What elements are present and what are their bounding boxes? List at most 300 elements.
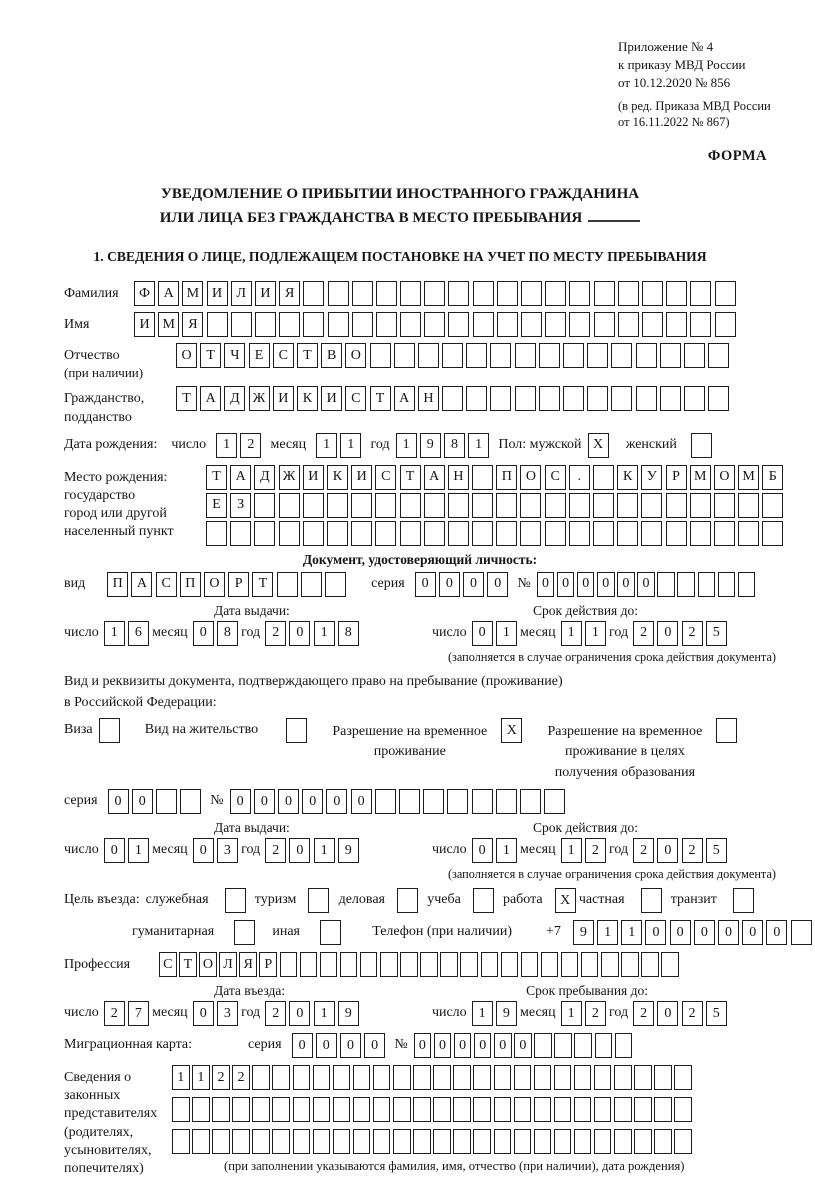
permit-issue-day-cell[interactable]: 1 <box>128 838 149 863</box>
given-name-cell[interactable] <box>424 312 445 337</box>
profession-cell[interactable] <box>581 952 599 977</box>
migcard-series-cell[interactable]: 0 <box>292 1033 313 1058</box>
doc-issue-day-cell[interactable]: 6 <box>128 621 149 646</box>
legal-rep-cell[interactable] <box>453 1129 471 1154</box>
citizenship-cell[interactable]: Ж <box>249 386 270 411</box>
permit-expiry-day-cells[interactable] <box>472 838 520 866</box>
permit-number-cell[interactable]: 0 <box>351 789 372 814</box>
doc-number-cell[interactable] <box>657 572 675 597</box>
birthplace-cell[interactable] <box>400 493 421 518</box>
legal-rep-cell[interactable] <box>192 1097 210 1122</box>
purpose-other-checkbox[interactable] <box>320 920 341 945</box>
legal-rep-cell[interactable] <box>393 1129 411 1154</box>
given-name-cell[interactable] <box>473 312 494 337</box>
permit-issue-year-cell[interactable]: 9 <box>338 838 359 863</box>
migcard-number-cell[interactable]: 0 <box>434 1033 452 1058</box>
given-name-cell[interactable] <box>279 312 300 337</box>
purpose-private-checkbox[interactable] <box>641 888 662 913</box>
migcard-number-cell[interactable]: 0 <box>514 1033 532 1058</box>
given-name-cell[interactable] <box>666 312 687 337</box>
legal-rep-cell[interactable] <box>413 1065 431 1090</box>
doc-expiry-year-cell[interactable]: 0 <box>657 621 678 646</box>
purpose-official-checkbox[interactable] <box>225 888 246 913</box>
patronymic-cells[interactable] <box>176 343 732 371</box>
doc-number-cell[interactable]: 0 <box>557 572 575 597</box>
legal-rep-cell[interactable] <box>293 1065 311 1090</box>
legal-rep-cell[interactable] <box>373 1097 391 1122</box>
doc-type-cell[interactable] <box>277 572 298 597</box>
purpose-work-checkbox[interactable]: X <box>555 888 576 913</box>
birthplace-cell[interactable] <box>448 521 469 546</box>
profession-cell[interactable] <box>380 952 398 977</box>
given-name-cell[interactable]: Я <box>182 312 203 337</box>
birthplace-cell[interactable] <box>279 493 300 518</box>
birthplace-cell[interactable] <box>545 493 566 518</box>
birthplace-cell[interactable] <box>593 493 614 518</box>
purpose-study-checkbox[interactable] <box>473 888 497 916</box>
permit-expiry-year-cell[interactable]: 2 <box>633 838 654 863</box>
permit-number-cells[interactable] <box>230 789 569 817</box>
doc-issue-day-cells[interactable] <box>104 621 152 649</box>
legal-rep-cell[interactable] <box>594 1065 612 1090</box>
doc-expiry-year-cell[interactable]: 2 <box>682 621 703 646</box>
legal-rep-cell[interactable] <box>272 1097 290 1122</box>
profession-cell[interactable] <box>561 952 579 977</box>
migcard-number-cells[interactable] <box>414 1033 635 1061</box>
birthplace-cell[interactable] <box>496 493 517 518</box>
birthplace-cell[interactable]: М <box>738 465 759 490</box>
citizenship-cell[interactable] <box>587 386 608 411</box>
doc-type-cell[interactable]: П <box>180 572 201 597</box>
given-name-cell[interactable] <box>521 312 542 337</box>
surname-cell[interactable] <box>400 281 421 306</box>
doc-number-cell[interactable]: 0 <box>637 572 655 597</box>
legal-rep-cell[interactable] <box>594 1129 612 1154</box>
doc-issue-year-cell[interactable]: 1 <box>314 621 335 646</box>
surname-cell[interactable] <box>473 281 494 306</box>
legal-rep-cell[interactable] <box>574 1129 592 1154</box>
citizenship-cell[interactable]: А <box>394 386 415 411</box>
birthplace-cell[interactable] <box>424 493 445 518</box>
temp-residence-edu-checkbox[interactable] <box>716 718 740 746</box>
profession-cell[interactable] <box>280 952 298 977</box>
given-name-cell[interactable] <box>594 312 615 337</box>
given-name-cell[interactable] <box>352 312 373 337</box>
permit-issue-year-cells[interactable] <box>265 838 362 866</box>
stay-day-cells[interactable] <box>472 1001 520 1029</box>
legal-rep-cell[interactable] <box>313 1129 331 1154</box>
stay-year-cells[interactable] <box>633 1001 730 1029</box>
surname-cell[interactable]: Я <box>279 281 300 306</box>
birthplace-cell[interactable] <box>666 521 687 546</box>
migcard-number-cell[interactable]: 0 <box>414 1033 432 1058</box>
phone-cell[interactable]: 1 <box>621 920 642 945</box>
legal-rep-cell[interactable] <box>272 1065 290 1090</box>
birthplace-cell[interactable] <box>472 521 493 546</box>
patronymic-cell[interactable] <box>563 343 584 368</box>
doc-expiry-month-cells[interactable] <box>561 621 609 649</box>
profession-cell[interactable] <box>521 952 539 977</box>
permit-issue-month-cells[interactable] <box>193 838 241 866</box>
permit-number-cell[interactable]: 0 <box>326 789 347 814</box>
given-name-cell[interactable] <box>328 312 349 337</box>
legal-rep-cell[interactable] <box>494 1129 512 1154</box>
surname-cell[interactable] <box>424 281 445 306</box>
citizenship-cell[interactable] <box>466 386 487 411</box>
permit-number-cell[interactable] <box>447 789 468 814</box>
given-name-cell[interactable] <box>618 312 639 337</box>
permit-issue-year-cell[interactable]: 1 <box>314 838 335 863</box>
surname-cell[interactable] <box>303 281 324 306</box>
citizenship-cell[interactable]: Т <box>370 386 391 411</box>
female-checkbox[interactable] <box>691 433 712 458</box>
birthplace-cell[interactable] <box>690 521 711 546</box>
female-checkbox[interactable] <box>691 433 715 461</box>
birthplace-cell[interactable]: К <box>617 465 638 490</box>
permit-expiry-year-cell[interactable]: 0 <box>657 838 678 863</box>
legal-rep-cell[interactable] <box>393 1065 411 1090</box>
temp-residence-checkbox[interactable]: X <box>501 718 522 743</box>
permit-number-cell[interactable] <box>520 789 541 814</box>
doc-issue-month-cell[interactable]: 8 <box>217 621 238 646</box>
birthplace-cell[interactable] <box>569 521 590 546</box>
birthplace-cell[interactable]: Т <box>206 465 227 490</box>
given-name-cell[interactable] <box>642 312 663 337</box>
birthplace-cell[interactable] <box>327 493 348 518</box>
patronymic-cell[interactable] <box>515 343 536 368</box>
birth-month-cells[interactable] <box>316 433 364 461</box>
stay-month-cell[interactable]: 2 <box>585 1001 606 1026</box>
phone-cells[interactable] <box>573 920 815 948</box>
citizenship-cell[interactable]: С <box>345 386 366 411</box>
given-name-cell[interactable] <box>255 312 276 337</box>
birthplace-cell[interactable] <box>351 521 372 546</box>
migcard-number-cell[interactable]: 0 <box>474 1033 492 1058</box>
legal-rep-cell[interactable] <box>674 1129 692 1154</box>
permit-series-cell[interactable] <box>180 789 201 814</box>
purpose-tourism-checkbox[interactable] <box>308 888 332 916</box>
doc-issue-month-cell[interactable]: 0 <box>193 621 214 646</box>
legal-rep-cell[interactable] <box>393 1097 411 1122</box>
legal-rep-cell[interactable] <box>594 1097 612 1122</box>
profession-cell[interactable] <box>621 952 639 977</box>
legal-rep-cell[interactable] <box>272 1129 290 1154</box>
legal-rep-cell[interactable] <box>654 1097 672 1122</box>
doc-expiry-year-cell[interactable]: 5 <box>706 621 727 646</box>
birthplace-cell[interactable] <box>472 493 493 518</box>
birthplace-cell[interactable] <box>593 521 614 546</box>
patronymic-cell[interactable] <box>370 343 391 368</box>
permit-issue-day-cells[interactable] <box>104 838 152 866</box>
citizenship-cell[interactable] <box>684 386 705 411</box>
surname-cell[interactable] <box>666 281 687 306</box>
surname-cell[interactable] <box>690 281 711 306</box>
permit-series-cell[interactable] <box>156 789 177 814</box>
patronymic-cell[interactable]: Ч <box>224 343 245 368</box>
purpose-official-checkbox[interactable] <box>225 888 249 916</box>
given-name-cell[interactable] <box>448 312 469 337</box>
citizenship-cell[interactable] <box>539 386 560 411</box>
doc-series-cells[interactable] <box>415 572 512 600</box>
legal-rep-cell[interactable] <box>514 1097 532 1122</box>
legal-rep-cell[interactable] <box>614 1065 632 1090</box>
permit-expiry-year-cell[interactable]: 5 <box>706 838 727 863</box>
surname-cell[interactable] <box>328 281 349 306</box>
given-name-cell[interactable] <box>545 312 566 337</box>
doc-type-cell[interactable]: П <box>107 572 128 597</box>
given-name-cell[interactable] <box>303 312 324 337</box>
doc-number-cell[interactable] <box>677 572 695 597</box>
profession-cell[interactable]: О <box>199 952 217 977</box>
patronymic-cell[interactable] <box>442 343 463 368</box>
birthplace-cell[interactable] <box>448 493 469 518</box>
citizenship-cell[interactable]: А <box>200 386 221 411</box>
legal-rep-cell[interactable]: 1 <box>172 1065 190 1090</box>
birthplace-cell[interactable]: Д <box>254 465 275 490</box>
legal-rep-cell[interactable] <box>212 1129 230 1154</box>
legal-rep-cell[interactable] <box>232 1129 250 1154</box>
doc-issue-year-cells[interactable] <box>265 621 362 649</box>
permit-number-cell[interactable] <box>472 789 493 814</box>
legal-rep-cell[interactable] <box>494 1097 512 1122</box>
phone-cell[interactable]: 0 <box>742 920 763 945</box>
doc-issue-year-cell[interactable]: 0 <box>289 621 310 646</box>
migcard-number-cell[interactable] <box>574 1033 592 1058</box>
migcard-number-cell[interactable] <box>615 1033 633 1058</box>
birthplace-cell[interactable] <box>254 521 275 546</box>
birthplace-cell[interactable]: К <box>327 465 348 490</box>
legal-rep-cell[interactable]: 2 <box>232 1065 250 1090</box>
birthplace-cell[interactable] <box>351 493 372 518</box>
birthplace-cell[interactable] <box>762 521 783 546</box>
entry-month-cell[interactable]: 3 <box>217 1001 238 1026</box>
legal-rep-cell[interactable] <box>453 1065 471 1090</box>
doc-type-cell[interactable]: С <box>156 572 177 597</box>
birthplace-cell[interactable]: З <box>230 493 251 518</box>
birthplace-cell[interactable] <box>569 493 590 518</box>
birthplace-cell[interactable]: . <box>569 465 590 490</box>
surname-cell[interactable] <box>545 281 566 306</box>
legal-rep-cell[interactable] <box>373 1129 391 1154</box>
birth-month-cell[interactable]: 1 <box>316 433 337 458</box>
birthplace-cell[interactable]: А <box>230 465 251 490</box>
doc-issue-month-cells[interactable] <box>193 621 241 649</box>
permit-issue-month-cell[interactable]: 0 <box>193 838 214 863</box>
birthplace-cell[interactable] <box>714 521 735 546</box>
male-checkbox[interactable]: X <box>588 433 609 458</box>
entry-month-cell[interactable]: 0 <box>193 1001 214 1026</box>
phone-cell[interactable]: 1 <box>597 920 618 945</box>
doc-number-cell[interactable]: 0 <box>537 572 555 597</box>
legal-rep-cell[interactable] <box>232 1097 250 1122</box>
legal-rep-cell[interactable] <box>433 1097 451 1122</box>
birthplace-cell[interactable]: У <box>641 465 662 490</box>
legal-rep-cell[interactable] <box>614 1129 632 1154</box>
patronymic-cell[interactable] <box>394 343 415 368</box>
purpose-private-checkbox[interactable] <box>641 888 665 916</box>
profession-cell[interactable] <box>641 952 659 977</box>
permit-expiry-year-cells[interactable] <box>633 838 730 866</box>
legal-rep-cell[interactable] <box>293 1129 311 1154</box>
given-name-cell[interactable] <box>400 312 421 337</box>
doc-number-cell[interactable]: 0 <box>577 572 595 597</box>
birthplace-cell[interactable] <box>666 493 687 518</box>
doc-issue-year-cell[interactable]: 8 <box>338 621 359 646</box>
permit-expiry-day-cell[interactable]: 0 <box>472 838 493 863</box>
temp-residence-edu-checkbox[interactable] <box>716 718 737 743</box>
legal-rep-cell[interactable] <box>614 1097 632 1122</box>
given-name-cell[interactable] <box>715 312 736 337</box>
birthplace-cell[interactable] <box>545 521 566 546</box>
legal-rep-cell[interactable] <box>313 1065 331 1090</box>
stay-year-cell[interactable]: 0 <box>657 1001 678 1026</box>
profession-cell[interactable] <box>360 952 378 977</box>
doc-type-cell[interactable]: Т <box>252 572 273 597</box>
birth-day-cell[interactable]: 2 <box>240 433 261 458</box>
legal-rep-cell[interactable] <box>373 1065 391 1090</box>
purpose-business-checkbox[interactable] <box>397 888 418 913</box>
stay-year-cell[interactable]: 2 <box>682 1001 703 1026</box>
surname-cell[interactable] <box>642 281 663 306</box>
birthplace-cell[interactable]: О <box>520 465 541 490</box>
citizenship-cell[interactable] <box>515 386 536 411</box>
given-name-cells[interactable] <box>134 312 739 340</box>
permit-issue-month-cell[interactable]: 3 <box>217 838 238 863</box>
birthplace-cell[interactable] <box>641 521 662 546</box>
given-name-cell[interactable] <box>231 312 252 337</box>
permit-issue-day-cell[interactable]: 0 <box>104 838 125 863</box>
migcard-number-cell[interactable]: 0 <box>454 1033 472 1058</box>
profession-cell[interactable] <box>400 952 418 977</box>
citizenship-cell[interactable]: Н <box>418 386 439 411</box>
permit-number-cell[interactable]: 0 <box>302 789 323 814</box>
surname-cell[interactable] <box>569 281 590 306</box>
doc-expiry-year-cell[interactable]: 2 <box>633 621 654 646</box>
legal-rep-cell[interactable] <box>554 1097 572 1122</box>
temp-residence-checkbox[interactable] <box>501 718 525 746</box>
stay-year-cell[interactable]: 5 <box>706 1001 727 1026</box>
birthplace-cell[interactable]: М <box>690 465 711 490</box>
legal-rep-cell[interactable] <box>494 1065 512 1090</box>
permit-series-cells[interactable] <box>108 789 205 817</box>
permit-expiry-day-cell[interactable]: 1 <box>496 838 517 863</box>
birthplace-cell[interactable]: Б <box>762 465 783 490</box>
birthplace-cell[interactable]: И <box>303 465 324 490</box>
visa-checkbox[interactable] <box>99 718 120 743</box>
birthplace-cell[interactable] <box>762 493 783 518</box>
doc-series-cell[interactable]: 0 <box>487 572 508 597</box>
birthplace-cell[interactable] <box>617 521 638 546</box>
birthplace-cell[interactable] <box>593 465 614 490</box>
birth-year-cells[interactable] <box>396 433 493 461</box>
citizenship-cell[interactable] <box>708 386 729 411</box>
entry-year-cell[interactable]: 1 <box>314 1001 335 1026</box>
doc-issue-year-cell[interactable]: 2 <box>265 621 286 646</box>
legal-rep-cells-line2[interactable] <box>172 1097 694 1125</box>
legal-rep-cell[interactable] <box>674 1065 692 1090</box>
birthplace-cell[interactable] <box>690 493 711 518</box>
birthplace-cell[interactable] <box>641 493 662 518</box>
permit-issue-year-cell[interactable]: 2 <box>265 838 286 863</box>
purpose-other-checkbox[interactable] <box>320 920 344 948</box>
profession-cell[interactable] <box>420 952 438 977</box>
birthplace-cell[interactable]: Т <box>400 465 421 490</box>
entry-year-cell[interactable]: 2 <box>265 1001 286 1026</box>
birthplace-cell[interactable] <box>400 521 421 546</box>
citizenship-cell[interactable]: И <box>321 386 342 411</box>
birthplace-cell[interactable] <box>230 521 251 546</box>
birth-year-cell[interactable]: 9 <box>420 433 441 458</box>
legal-rep-cell[interactable] <box>534 1129 552 1154</box>
surname-cell[interactable] <box>618 281 639 306</box>
surname-cell[interactable]: А <box>158 281 179 306</box>
surname-cell[interactable] <box>352 281 373 306</box>
given-name-cell[interactable]: М <box>158 312 179 337</box>
patronymic-cell[interactable]: О <box>345 343 366 368</box>
citizenship-cell[interactable] <box>636 386 657 411</box>
legal-rep-cell[interactable] <box>333 1129 351 1154</box>
permit-number-cell[interactable] <box>375 789 396 814</box>
residence-permit-checkbox[interactable] <box>286 718 310 746</box>
birthplace-cell[interactable]: О <box>714 465 735 490</box>
legal-rep-cell[interactable] <box>172 1097 190 1122</box>
phone-cell[interactable] <box>791 920 812 945</box>
migcard-number-cell[interactable] <box>595 1033 613 1058</box>
patronymic-cell[interactable] <box>490 343 511 368</box>
legal-rep-cell[interactable] <box>413 1129 431 1154</box>
doc-expiry-month-cell[interactable]: 1 <box>561 621 582 646</box>
legal-rep-cell[interactable] <box>333 1097 351 1122</box>
birthplace-cell[interactable] <box>303 521 324 546</box>
patronymic-cell[interactable] <box>684 343 705 368</box>
doc-issue-day-cell[interactable]: 1 <box>104 621 125 646</box>
legal-rep-cell[interactable] <box>634 1097 652 1122</box>
legal-rep-cell[interactable] <box>634 1065 652 1090</box>
legal-rep-cell[interactable] <box>514 1129 532 1154</box>
doc-expiry-day-cell[interactable]: 0 <box>472 621 493 646</box>
doc-number-cell[interactable] <box>698 572 716 597</box>
profession-cell[interactable]: Р <box>259 952 277 977</box>
legal-rep-cell[interactable] <box>574 1097 592 1122</box>
birthplace-cell[interactable]: С <box>545 465 566 490</box>
migcard-series-cells[interactable] <box>292 1033 389 1061</box>
birth-month-cell[interactable]: 1 <box>340 433 361 458</box>
permit-number-cell[interactable] <box>399 789 420 814</box>
patronymic-cell[interactable]: В <box>321 343 342 368</box>
citizenship-cell[interactable] <box>442 386 463 411</box>
surname-cell[interactable] <box>594 281 615 306</box>
birthplace-cell[interactable] <box>254 493 275 518</box>
surname-cell[interactable] <box>376 281 397 306</box>
profession-cell[interactable]: Я <box>239 952 257 977</box>
permit-issue-year-cell[interactable]: 0 <box>289 838 310 863</box>
given-name-cell[interactable] <box>497 312 518 337</box>
birthplace-cell[interactable]: Н <box>448 465 469 490</box>
birthplace-cell[interactable] <box>738 493 759 518</box>
legal-rep-cell[interactable] <box>172 1129 190 1154</box>
legal-rep-cell[interactable] <box>333 1065 351 1090</box>
citizenship-cell[interactable] <box>563 386 584 411</box>
birthplace-cell[interactable]: А <box>424 465 445 490</box>
doc-number-cells[interactable] <box>537 572 758 600</box>
citizenship-cell[interactable]: Т <box>176 386 197 411</box>
permit-expiry-month-cells[interactable] <box>561 838 609 866</box>
entry-day-cell[interactable]: 2 <box>104 1001 125 1026</box>
birth-year-cell[interactable]: 1 <box>468 433 489 458</box>
doc-type-cell[interactable] <box>325 572 346 597</box>
patronymic-cell[interactable] <box>660 343 681 368</box>
visa-checkbox[interactable] <box>99 718 123 746</box>
